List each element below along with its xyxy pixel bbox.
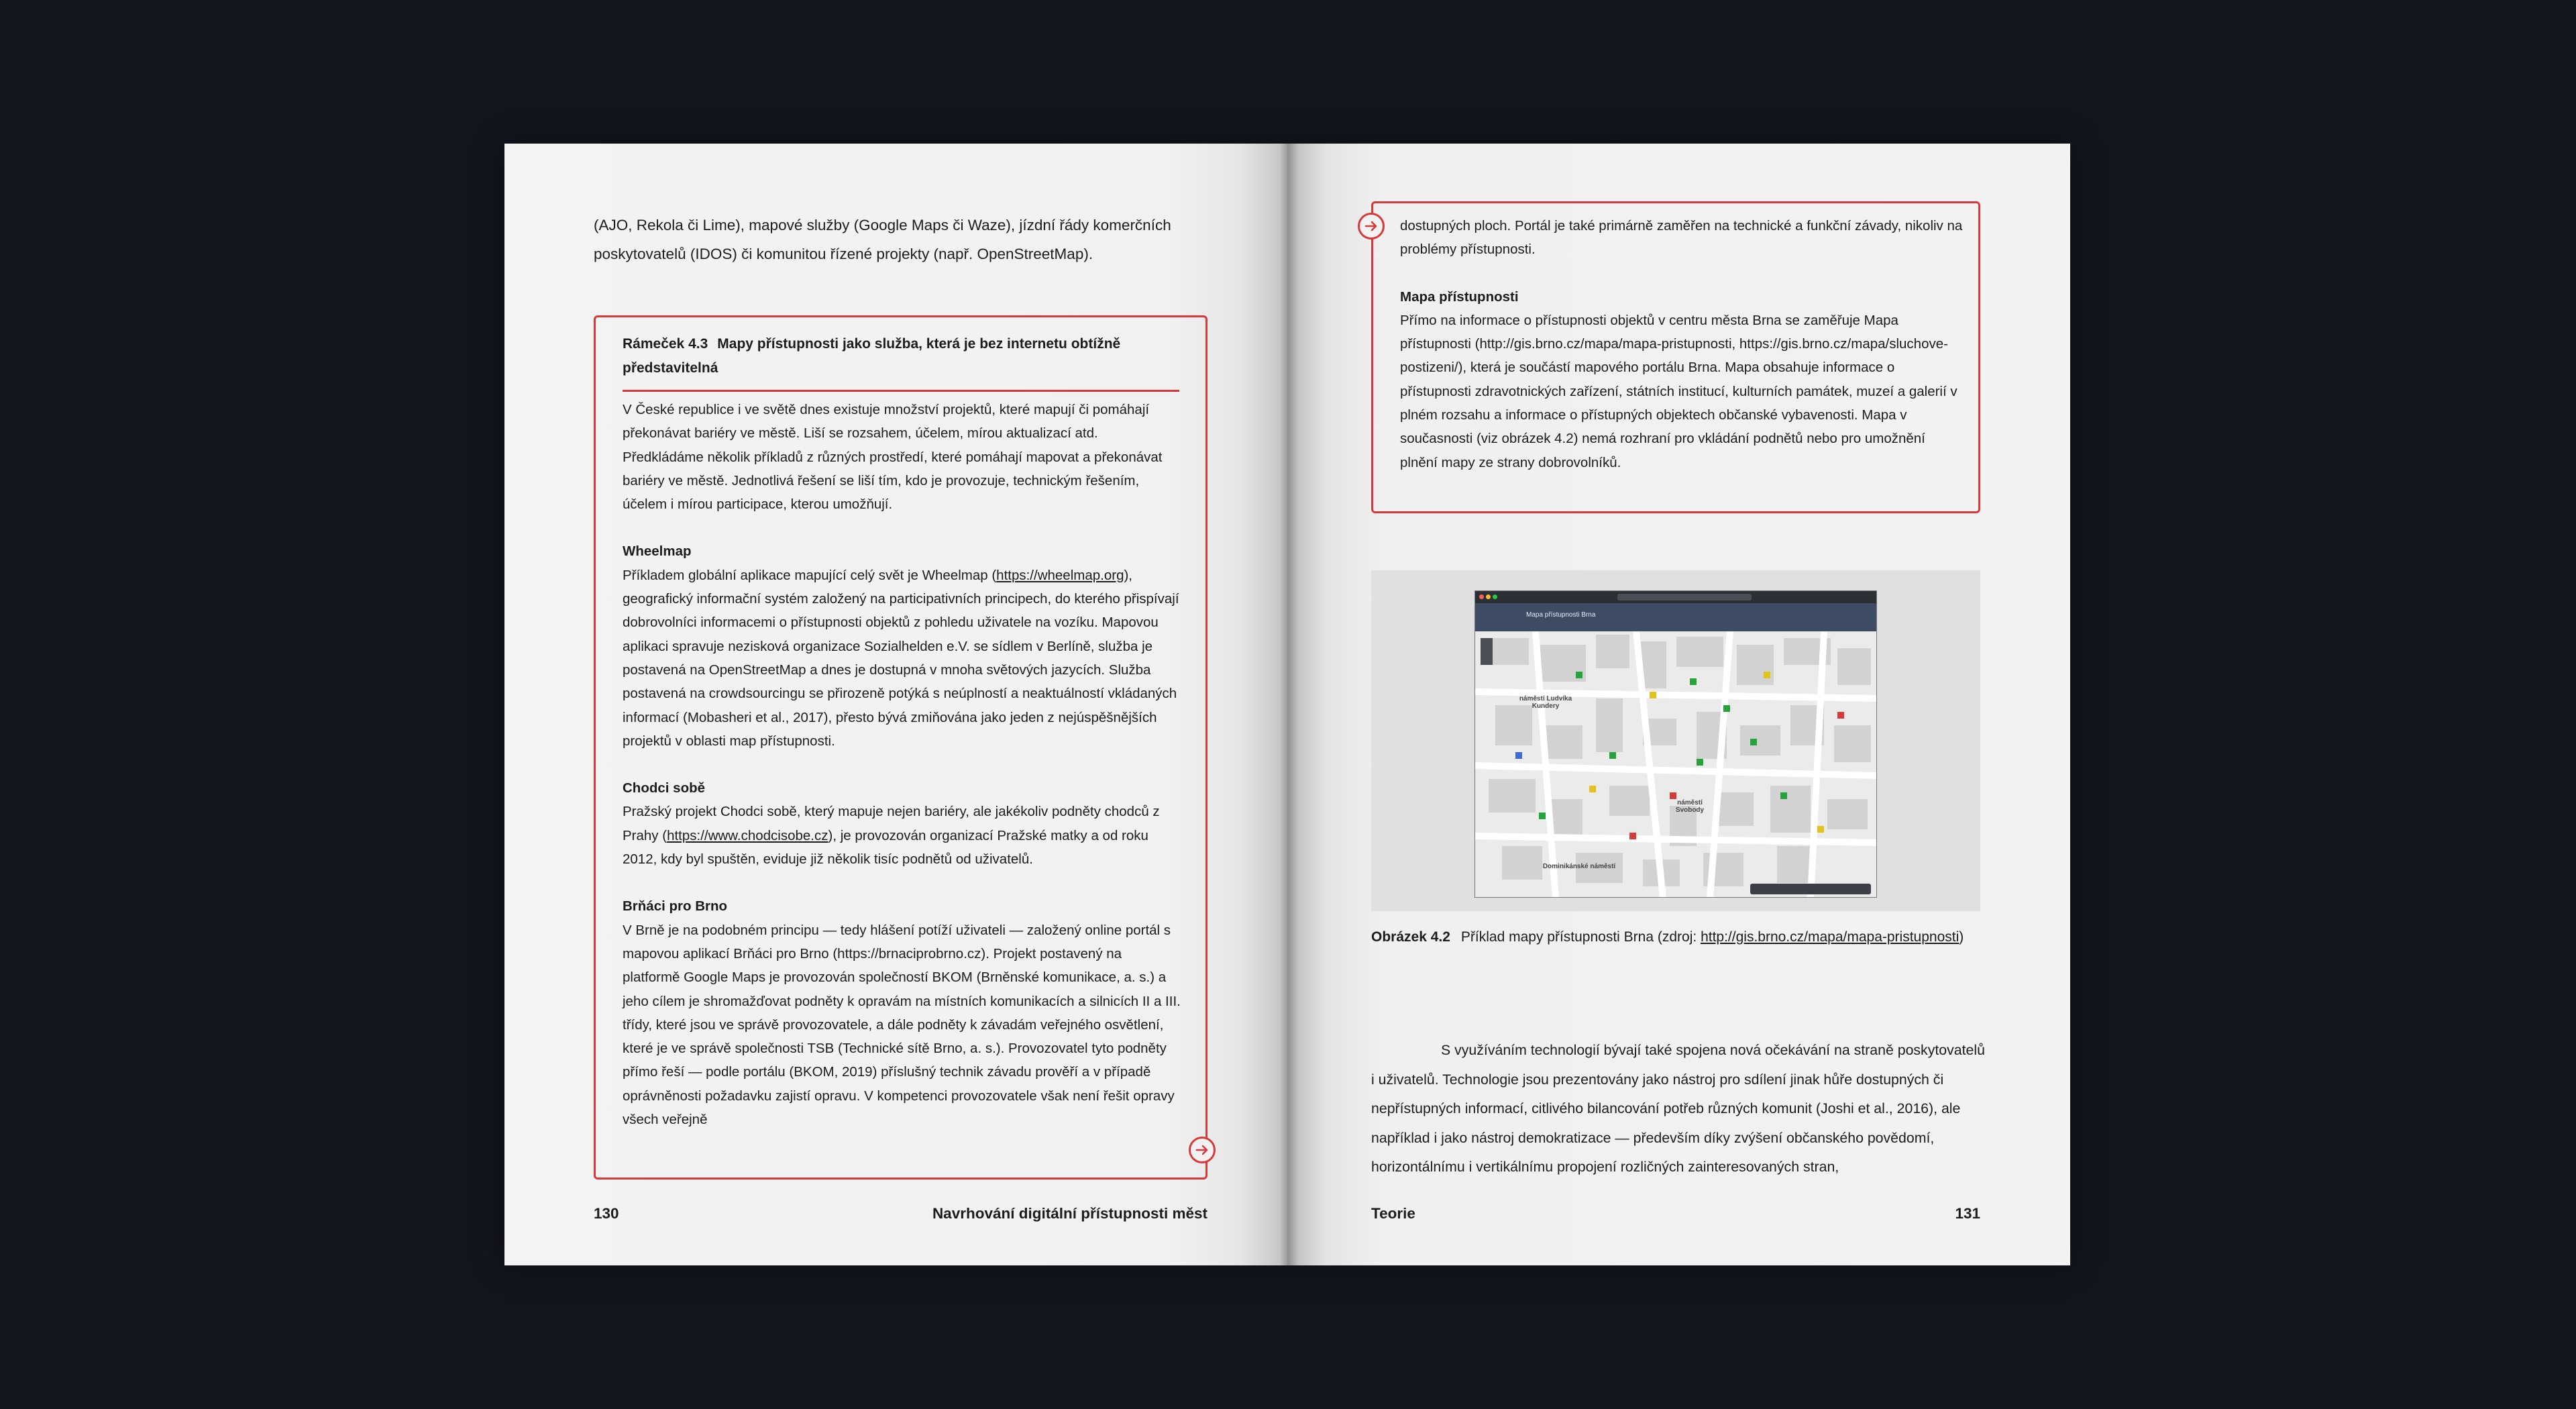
box-intro: V České republice i ve světě dnes existuje množství projektů, které mapují či pomáhají překonávat bariéry ve městě. Liší se rozsahem, účelem, mírou aktualizací atd. Předkládáme několik příkladů z různých prostředí, které pomáhají mapovat a překonávat bariéry ve městě. Jednotlivá řešení se liší tím, kdo je provozuje, technickým řešením, účelem i mírou participace, kterou umožňují. <box>623 402 1163 513</box>
caption-link[interactable]: http://gis.brno.cz/mapa/mapa-pristupnosti <box>1701 929 1960 945</box>
sidebar-box-4-3 <box>594 315 1208 1180</box>
continued-arrow-icon <box>1358 213 1385 240</box>
chodci-text-a: Pražský projekt Chodci sobě, který mapuje nejen bariéry, ale jakékoliv podněty chodců z Prahy ( <box>623 804 1160 843</box>
mapa-text: Přímo na informace o přístupnosti objektů v centru města Brna se zaměřuje Mapa přístupnosti (http://gis.brno.cz/mapa/mapa-pristupnosti, https://gis.brno.cz/mapa/sluchove-postizeni/), která je součástí mapového portálu Brna. Mapa obsahuje informace o přístupnosti zdravotnických zařízení, státních institucí, kulturních památek, muzeí a galerií v plném rozsahu a informace o přístupných objektech občanské vybavenosti. Mapa v současnosti (viz obrázek 4.2) nemá rozhraní pro vkládání podnětů nebo pro umožnění plnění mapy ze strany dobrovolníků. <box>1400 312 1957 470</box>
chodci-heading: Chodci sobě <box>623 780 706 796</box>
right-body-text: S využíváním technologií bývají také spojena nová očekávání na straně poskytovatelů i uživatelů. Technologie jsou prezentovány jako nástroj pro sdílení jinak hůře dostupných či nepřístupných informací, citlivého bilancování potřeb různých komunit (Joshi et al., 2016), ale například i jako nástroj demokratizace — především díky zvýšení občanského povědomí, horizontálnímu i vertikálnímu propojení rozličných zainteresovaných stran, <box>1371 1042 1985 1175</box>
wheelmap-heading: Wheelmap <box>623 543 692 560</box>
box-label: Rámeček 4.3 <box>623 336 708 352</box>
mapa-section <box>1400 285 1964 474</box>
app-title: Mapa přístupnosti Brna <box>1526 611 1596 619</box>
app-toolbar <box>1475 603 1876 631</box>
running-head-left: Navrhování digitální přístupnosti měst <box>932 1205 1208 1222</box>
figure-4-2 <box>1371 570 1980 911</box>
brnaci-section <box>623 894 1183 1131</box>
box-title-text: Mapy přístupnosti jako služba, která je bez internetu obtížně představitelná <box>623 336 1121 376</box>
map-label-svobody: náměstí Svobody <box>1675 799 1705 814</box>
map-graphic <box>1475 631 1877 898</box>
brnaci-text: V Brně je na podobném principu — tedy hlášení potíží uživateli — založený online portál s mapovou aplikací Brňáci pro Brno (https://brnaciprobrno.cz). Projekt postavený na platformě Google Maps je provozován společností BKOM (Brněnské komunikace, a. s.) a jeho cílem je shromažďovat podněty k opravám na místních komunikacích a silnicích II a III. třídy, které jsou ve správě provozovatele, a dále podněty k závadám veřejného osvětlení, které je ve správě společnosti TSB (Technické sítě Brno, a. s.). Provozovatel tyto podněty přímo řeší — podle portálu (BKOM, 2019) příslušný technik závadu prověří a v případě oprávněnosti požadavku zajistí opravu. V kompetenci provozovatele však není řešit opravy všech veřejně <box>623 922 1181 1128</box>
map-screenshot <box>1474 590 1877 898</box>
caption-text: Příklad mapy přístupnosti Brna (zdroj: <box>1460 929 1701 945</box>
left-intro-paragraph: (AJO, Rekola či Lime), mapové služby (Google Maps či Waze), jízdní řády komerčních poskytovatelů (IDOS) či komunitou řízené projekty (např. OpenStreetMap). <box>594 217 1171 262</box>
mapa-heading: Mapa přístupnosti <box>1400 289 1519 305</box>
chodci-link[interactable]: https://www.chodcisobe.cz <box>667 827 828 843</box>
box-continued-body <box>1400 214 1964 474</box>
chodci-section <box>623 776 1183 871</box>
brnaci-heading: Brňáci pro Brno <box>623 898 728 915</box>
box-body <box>623 398 1183 1155</box>
book-spread <box>504 144 2070 1265</box>
address-bar <box>1617 594 1752 601</box>
chodci-text-b: ), je provozován organizací Pražské matky a od roku 2012, kdy byl spuštěn, eviduje již několik tisíc podnětů od uživatelů. <box>623 827 1148 868</box>
map-footer-buttons <box>1750 884 1871 894</box>
wheelmap-section <box>623 539 1183 753</box>
wheelmap-link[interactable]: https://wheelmap.org <box>996 567 1124 583</box>
page-number-left: 130 <box>594 1205 619 1222</box>
figure-caption <box>1371 923 1980 951</box>
continue-arrow-icon <box>1189 1137 1216 1163</box>
caption-end: ) <box>1959 929 1964 945</box>
right-body-paragraph <box>1371 1036 1985 1182</box>
box-title <box>623 332 1179 392</box>
caption-label: Obrázek 4.2 <box>1371 929 1450 945</box>
wheelmap-text-a: Příkladem globální aplikace mapující celý svět je Wheelmap ( <box>623 567 997 583</box>
browser-bar <box>1475 591 1876 603</box>
running-head-right: Teorie <box>1371 1205 1415 1222</box>
box-continuation: dostupných ploch. Portál je také primárně zaměřen na technické a funkční závady, nikoliv na problémy přístupnosti. <box>1400 218 1963 258</box>
left-page <box>504 144 1287 1265</box>
map-label-dominikanske: Dominikánské náměstí <box>1542 863 1616 870</box>
wheelmap-text-b: ), geografický informační systém založený na participativních principech, do kterého přispívají dobrovolníci informacemi o přístupnosti objektů z pohledu uživatele na vozíku. Mapovou aplikaci spravuje nezisková organizace Sozialhelden e.V. se sídlem v Berlíně, služba je postavená na OpenStreetMap a dnes je dostupná v mnoha světových jazycích. Služba postavená na crowdsourcingu se přirozeně potýká s neúplností a neaktuálností vkládaných informací (Mobasheri et al., 2017), přesto bývá zmiňována jako jeden z nejúspěšnějších projektů v oblasti map přístupnosti. <box>623 567 1179 749</box>
page-number-right: 131 <box>1955 1205 1980 1222</box>
map-label-kundery: náměstí Ludvíka Kundery <box>1519 695 1572 710</box>
sidebar-box-continued <box>1371 201 1980 513</box>
map-view <box>1475 631 1876 898</box>
